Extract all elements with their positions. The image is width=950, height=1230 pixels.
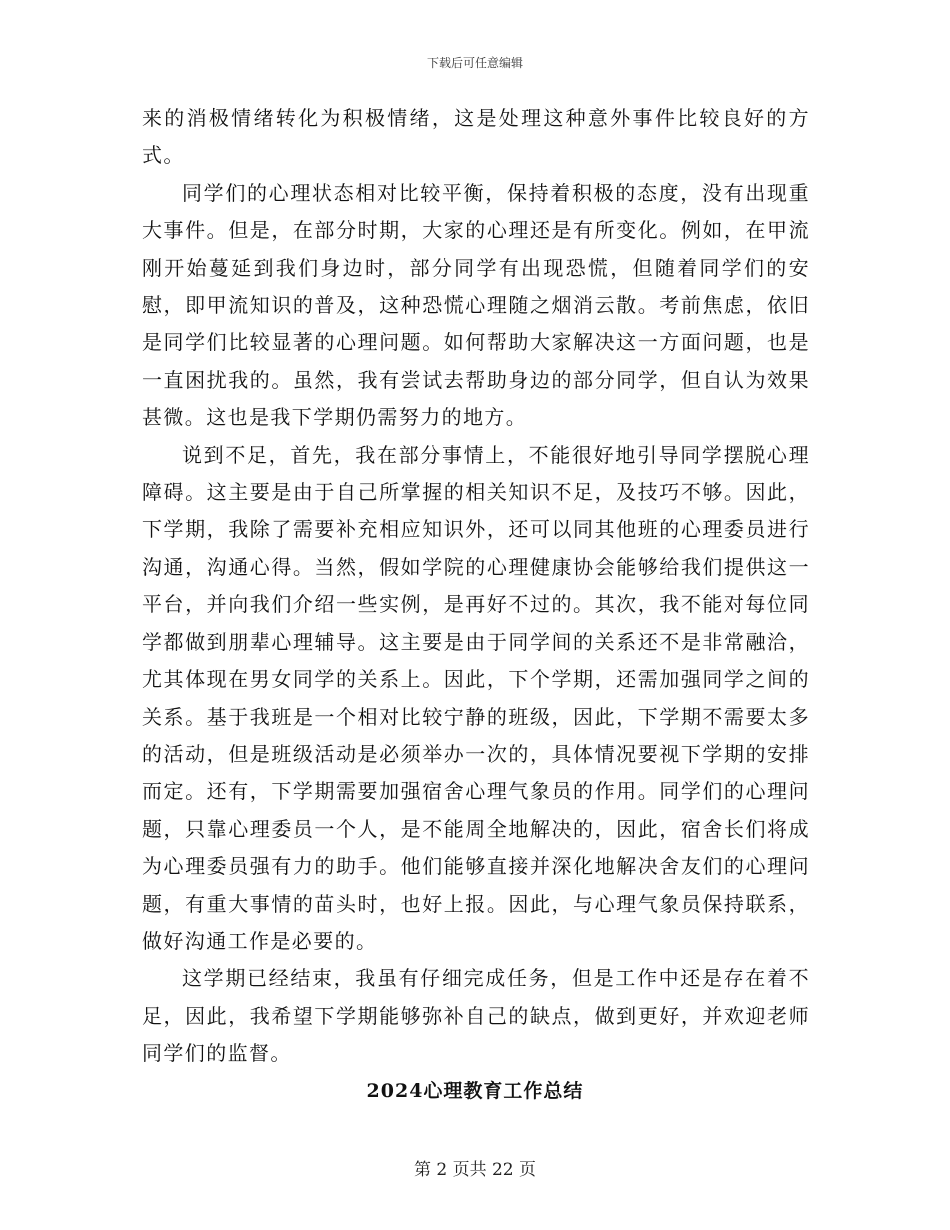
paragraph-conclusion: 这学期已经结束，我虽有仔细完成任务，但是工作中还是存在着不足，因此，我希望下学期能够弥补自己的缺点，做到更好，并欢迎老师同学们的监督。 [142, 966, 810, 1066]
paragraph-shortcomings: 说到不足，首先，我在部分事情上，不能很好地引导同学摆脱心理障碍。这主要是由于自己所掌握的相关知识不足，及技巧不够。因此，下学期，我除了需要补充相应知识外，还可以同其他班的心理委员进行沟通，沟通心得。当然，假如学院的心理健康协会能够给我们提供这一平台，并向我们介绍一些实例，是再好不过的。其次，我不能对每位同学都做到朋辈心理辅导。这主要是由于同学间的关系还不是非常融洽，尤其体现在男女同学的关系上。因此，下个学期，还需加强同学之间的关系。基于我班是一个相对比较宁静的班级，因此，下学期不需要太多的活动，但是班级活动是必须举办一次的，具体情况要视下学期的安排而定。还有，下学期需要加强宿舍心理气象员的作用。同学们的心理问题，只靠心理委员一个人，是不能周全地解决的，因此，宿舍长们将成为心理委员强有力的助手。他们能够直接并深化地解决舍友们的心理问题，有重大事情的苗头时，也好上报。因此，与心理气象员保持联系，做好沟通工作是必要的。 [142, 442, 810, 953]
document-body [142, 100, 810, 1073]
section-title: 2024心理教育工作总结 [366, 1080, 584, 1102]
paragraph-continuation: 来的消极情绪转化为积极情绪，这是处理这种意外事件比较良好的方式。 [142, 106, 810, 168]
paragraph-psychological-state: 同学们的心理状态相对比较平衡，保持着积极的态度，没有出现重大事件。但是，在部分时期，大家的心理还是有所变化。例如，在甲流刚开始蔓延到我们身边时，部分同学有出现恐慌，但随着同学们的安慰，即甲流知识的普及，这种恐慌心理随之烟消云散。考前焦虑，依旧是同学们比较显著的心理问题。如何帮助大家解决这一方面问题，也是一直困扰我的。虽然，我有尝试去帮助身边的部分同学，但自认为效果甚微。这也是我下学期仍需努力的地方。 [142, 180, 810, 430]
page-number: 第 2 页共 22 页 [413, 1160, 537, 1180]
page-header: 下载后可任意编辑 [426, 56, 523, 70]
